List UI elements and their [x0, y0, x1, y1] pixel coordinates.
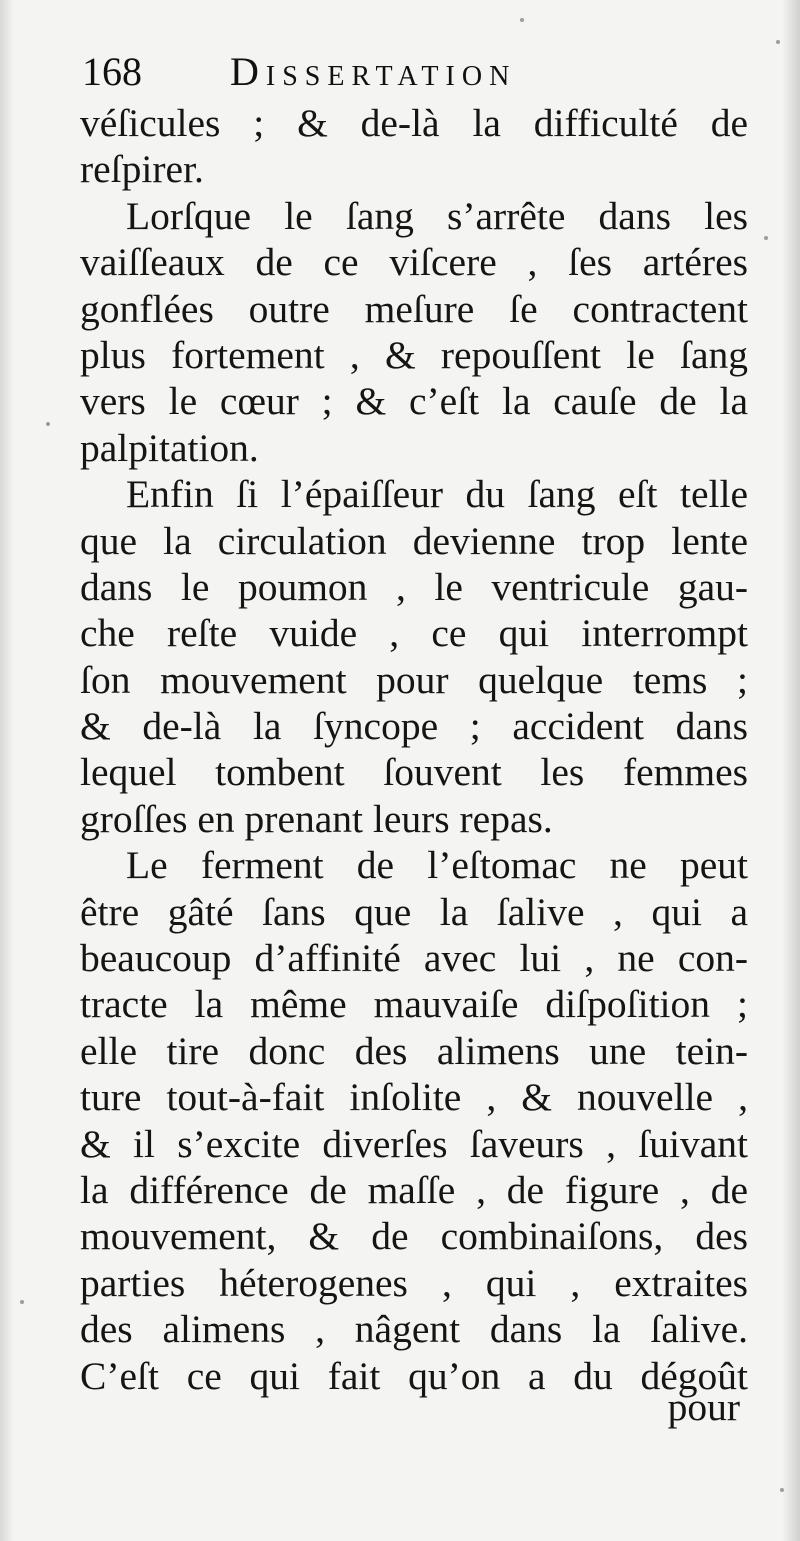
- text-line: véſicules ; & de-là la difficulté de: [80, 101, 748, 145]
- ink-speck: [780, 1488, 784, 1492]
- text-line: elle tire donc des alimens une tein-: [80, 1028, 748, 1073]
- text-line: mouvement, & de combinaiſons, des: [80, 1214, 748, 1259]
- body-text: [80, 100, 748, 1399]
- text-line: Enfin ſi l’épaiſſeur du ſang eſt telle: [126, 472, 748, 517]
- text-line: vers le cœur ; & c’eſt la cauſe de la: [80, 379, 748, 424]
- text-line: vaiſſeaux de ce viſcere , ſes artéres: [80, 240, 748, 285]
- ink-speck: [20, 1300, 24, 1304]
- text-line: dans le poumon , le ventricule gau-: [80, 564, 748, 609]
- catchword: pour: [667, 1385, 740, 1429]
- text-line: la différence de maſſe , de figure , de: [80, 1167, 748, 1212]
- text-line: ſon mouvement pour quelque tems ;: [80, 657, 748, 702]
- text-line: parties héterogenes , qui , extraites: [80, 1260, 748, 1305]
- text-line: être gâté ſans que la ſalive , qui a: [80, 889, 748, 934]
- text-line: ture tout-à-fait inſolite , & nouvelle ,: [80, 1075, 748, 1120]
- text-line: groſſes en prenant leurs repas.: [80, 796, 553, 841]
- page-number: 168: [82, 49, 142, 94]
- text-line: Lorſque le ſang s’arrête dans les: [126, 193, 748, 238]
- text-line: que la circulation devienne trop lente: [80, 518, 748, 563]
- ink-speck: [776, 40, 780, 44]
- text-line: reſpirer.: [80, 147, 204, 192]
- running-title: Dissertation: [230, 49, 517, 94]
- text-line: plus fortement , & repouſſent le ſang: [80, 332, 748, 377]
- page-header: [82, 46, 762, 98]
- text-line: beaucoup d’affinité avec lui , ne con-: [80, 936, 748, 981]
- text-line: & de-là la ſyncope ; accident dans: [80, 704, 748, 749]
- text-line: che reſte vuide , ce qui interrompt: [80, 611, 748, 656]
- text-line: des alimens , nâgent dans la ſalive.: [80, 1307, 748, 1352]
- ink-speck: [520, 18, 524, 22]
- text-line: & il s’excite diverſes ſaveurs , ſuivant: [80, 1121, 748, 1166]
- text-line: C’eſt ce qui fait qu’on a du dégoût: [80, 1353, 748, 1398]
- ink-speck: [764, 236, 768, 240]
- text-line: Le ferment de l’eſtomac ne peut: [126, 843, 748, 888]
- text-line: lequel tombent ſouvent les femmes: [80, 750, 748, 795]
- text-line: tracte la même mauvaiſe diſpoſition ;: [80, 982, 748, 1027]
- text-line: palpitation.: [80, 425, 259, 470]
- ink-speck: [46, 422, 50, 426]
- text-line: gonflées outre meſure ſe contractent: [80, 286, 748, 331]
